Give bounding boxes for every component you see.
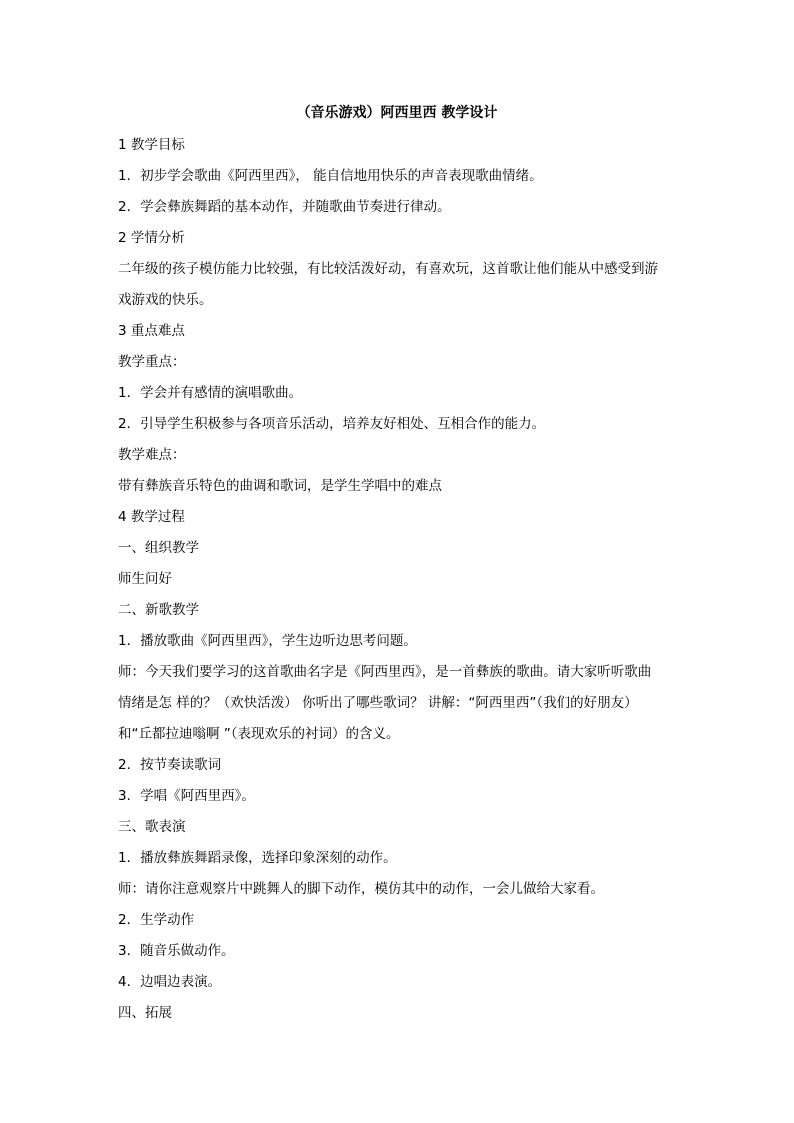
- text-line: 教学难点：: [118, 447, 186, 463]
- text-line: 4．边唱边表演。: [118, 974, 222, 990]
- text-line: 四、拓展: [118, 1005, 172, 1021]
- text-line: 二年级的孩子模仿能力比较强，有比较活泼好动，有喜欢玩，这首歌让他们能从中感受到游: [118, 261, 658, 277]
- text-line: 二、新歌教学: [118, 602, 199, 618]
- text-line: 3 重点难点: [118, 323, 185, 339]
- text-line: 情绪是怎 样的？（欢快活泼） 你听出了哪些歌词？ 讲解：“阿西里西”（我们的好朋友）: [118, 695, 638, 711]
- text-line: 1．学会并有感情的演唱歌曲。: [118, 385, 303, 401]
- text-line: 1 教学目标: [118, 137, 185, 153]
- text-line: 2 学情分析: [118, 230, 185, 246]
- text-line: 2．引导学生积极参与各项音乐活动，培养友好相处、互相合作的能力。: [118, 416, 546, 432]
- text-line: 3．随音乐做动作。: [118, 943, 235, 959]
- document-title: （音乐游戏）阿西里西 教学设计: [296, 105, 498, 121]
- text-line: 教学重点：: [118, 354, 186, 370]
- text-line: 1．播放歌曲《阿西里西》，学生边听边思考问题。: [118, 633, 417, 649]
- text-line: 1．初步学会歌曲《阿西里西》， 能自信地用快乐的声音表现歌曲情绪。: [118, 168, 543, 184]
- text-line: 师生问好: [118, 571, 172, 587]
- text-line: 2．按节奏读歌词: [118, 757, 222, 773]
- text-line: 带有彝族音乐特色的曲调和歌词，是学生学唱中的难点: [118, 478, 442, 494]
- text-line: 4 教学过程: [118, 509, 185, 525]
- text-line: 师：今天我们要学习的这首歌曲名字是《阿西里西》，是一首彝族的歌曲。请大家听听歌曲: [118, 664, 652, 680]
- text-line: 3．学唱《阿西里西》。: [118, 788, 255, 804]
- text-line: 三、歌表演: [118, 819, 186, 835]
- text-line: 师：请你注意观察片中跳舞人的脚下动作，模仿其中的动作，一会儿做给大家看。: [118, 881, 604, 897]
- text-line: 2．生学动作: [118, 912, 195, 928]
- text-line: 2．学会彝族舞蹈的基本动作，并随歌曲节奏进行律动。: [118, 199, 451, 215]
- text-line: 1．播放彝族舞蹈录像，选择印象深刻的动作。: [118, 850, 397, 866]
- text-line: 戏游戏的快乐。: [118, 292, 213, 308]
- document-body: [118, 130, 688, 1029]
- text-line: 一、组织教学: [118, 540, 199, 556]
- text-line: 和“丘都拉迪嗡啊 ”（表现欢乐的衬词）的含义。: [118, 726, 400, 742]
